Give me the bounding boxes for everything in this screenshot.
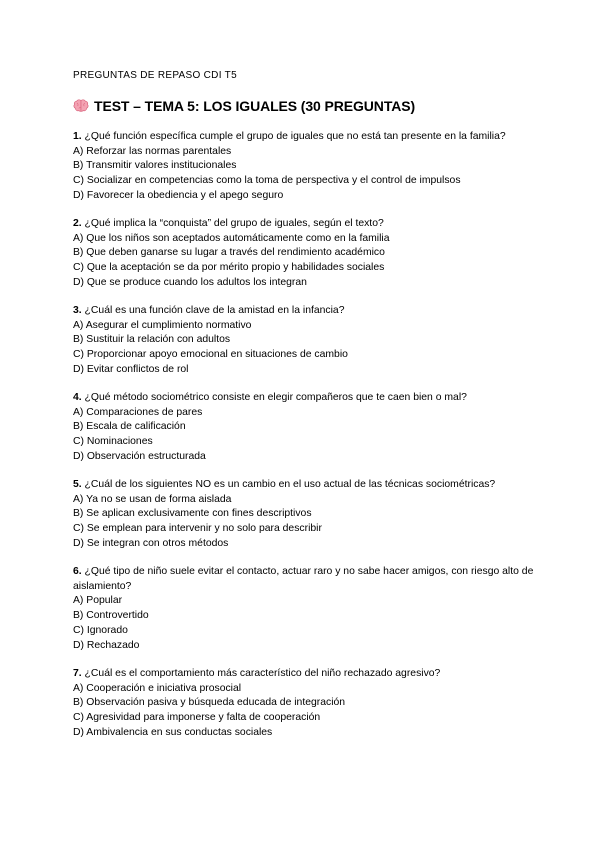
answer-option: D) Rechazado [73, 639, 140, 651]
question-prompt: ¿Cuál de los siguientes NO es un cambio en el uso actual de las técnicas sociométricas? [81, 479, 496, 491]
answer-option: A) Cooperación e iniciativa prosocial [73, 682, 242, 694]
answer-option: A) Comparaciones de pares [73, 406, 203, 418]
answer-option: C) Proporcionar apoyo emocional en situaciones de cambio [73, 349, 348, 361]
answer-option: A) Que los niños son aceptados automáticamente como en la familia [73, 232, 390, 244]
answer-option: C) Nominaciones [73, 436, 153, 448]
answer-option: D) Favorecer la obediencia y el apego seguro [73, 189, 284, 201]
answer-option: D) Se integran con otros métodos [73, 537, 229, 549]
question-block [73, 130, 543, 204]
question-number: 7. [73, 667, 82, 679]
answer-option: A) Reforzar las normas parentales [73, 145, 232, 157]
answer-option: B) Se aplican exclusivamente con fines descriptivos [73, 508, 312, 520]
title-text: TEST – TEMA 5: LOS IGUALES (30 PREGUNTAS) [94, 98, 416, 114]
question-prompt: ¿Qué implica la “conquista” del grupo de iguales, según el texto? [81, 218, 384, 230]
answer-option: B) Transmitir valores institucionales [73, 160, 237, 172]
question-prompt: ¿Cuál es una función clave de la amistad en la infancia? [81, 305, 345, 317]
question-block [73, 217, 543, 291]
question-block [73, 478, 543, 552]
answer-option: B) Que deben ganarse su lugar a través del rendimiento académico [73, 247, 385, 259]
answer-option: B) Sustituir la relación con adultos [73, 334, 231, 346]
question-text [73, 565, 543, 594]
answer-option: C) Se emplean para intervenir y no solo para describir [73, 523, 322, 535]
question-prompt: ¿Cuál es el comportamiento más característico del niño rechazado agresivo? [81, 667, 441, 679]
question-number: 3. [73, 305, 82, 317]
answer-option: D) Que se produce cuando los adultos los integran [73, 276, 307, 288]
brain-icon [73, 99, 89, 113]
question-text [73, 667, 543, 682]
answer-option: D) Evitar conflictos de rol [73, 363, 189, 375]
question-text [73, 130, 543, 145]
answer-option: B) Controvertido [73, 610, 149, 622]
answer-option: A) Popular [73, 595, 123, 607]
question-prompt: ¿Qué función específica cumple el grupo de iguales que no está tan presente en la familia? [81, 131, 506, 142]
answer-option: C) Que la aceptación se da por mérito propio y habilidades sociales [73, 262, 385, 274]
question-text [73, 217, 543, 232]
question-list [73, 130, 543, 754]
answer-option: C) Ignorado [73, 624, 128, 636]
question-block [73, 304, 543, 378]
answer-option: D) Observación estructurada [73, 450, 206, 462]
question-block [73, 391, 543, 465]
answer-option: B) Escala de calificación [73, 421, 186, 433]
question-number: 4. [73, 392, 82, 404]
document-title [73, 98, 415, 114]
question-number: 2. [73, 218, 82, 230]
answer-option: D) Ambivalencia en sus conductas sociales [73, 726, 273, 738]
question-text [73, 478, 543, 493]
answer-option: A) Asegurar el cumplimiento normativo [73, 319, 252, 331]
answer-option: C) Socializar en competencias como la toma de perspectiva y el control de impulsos [73, 175, 461, 187]
question-text [73, 391, 543, 406]
answer-option: A) Ya no se usan de forma aislada [73, 493, 232, 505]
document-header: PREGUNTAS DE REPASO CDI T5 [73, 70, 237, 81]
answer-option: C) Agresividad para imponerse y falta de cooperación [73, 711, 321, 723]
question-number: 6. [73, 566, 82, 578]
question-block [73, 667, 543, 741]
question-prompt: ¿Qué tipo de niño suele evitar el contacto, actuar raro y no sabe hacer amigos, con riesgo alto de aislamiento? [73, 566, 534, 592]
question-prompt: ¿Qué método sociométrico consiste en elegir compañeros que te caen bien o mal? [81, 392, 467, 404]
answer-option: B) Observación pasiva y búsqueda educada de integración [73, 697, 346, 709]
question-number: 5. [73, 479, 82, 491]
question-number: 1. [73, 131, 82, 142]
question-text [73, 304, 543, 319]
question-block [73, 565, 543, 653]
